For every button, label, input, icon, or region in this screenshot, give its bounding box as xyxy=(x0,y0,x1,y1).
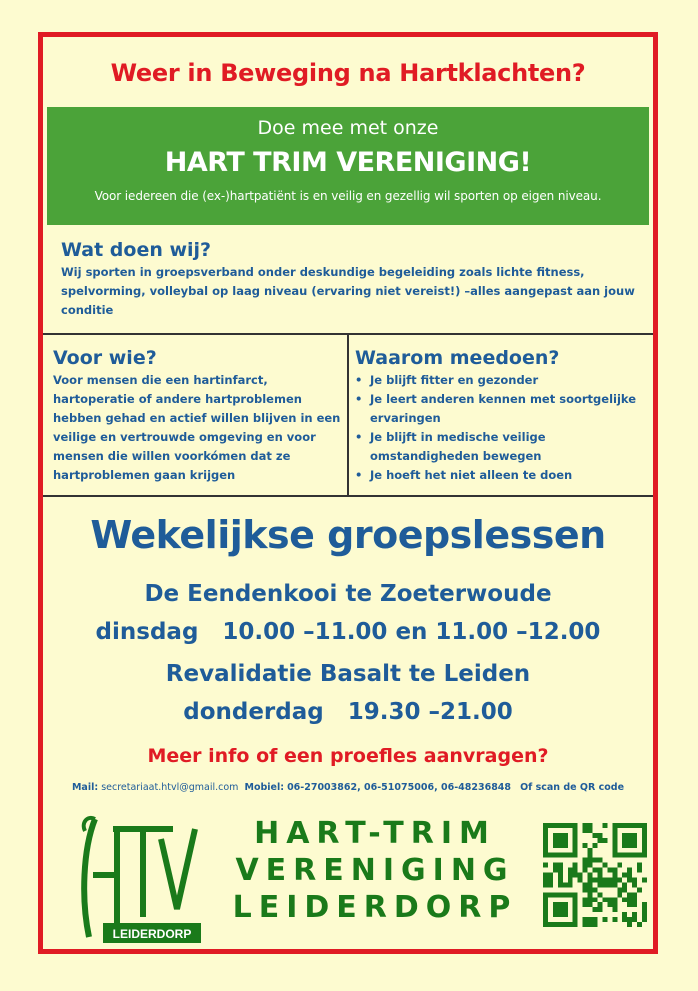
qr-module xyxy=(622,887,627,892)
qr-module xyxy=(568,882,573,887)
qr-module xyxy=(588,892,593,897)
qr-module xyxy=(627,917,632,922)
qr-module xyxy=(627,892,632,897)
qr-module xyxy=(612,902,617,907)
qr-module xyxy=(632,912,637,917)
qr-module xyxy=(622,897,627,902)
qr-module xyxy=(622,882,627,887)
qr-module xyxy=(637,868,642,873)
qr-module xyxy=(588,863,593,868)
qr-module xyxy=(583,882,588,887)
headline: Weer in Beweging na Hartklachten? xyxy=(110,59,586,87)
qr-module xyxy=(617,887,622,892)
qr-module xyxy=(593,887,598,892)
schedule-2: donderdag 19.30 –21.00 xyxy=(183,699,513,725)
qr-module xyxy=(602,917,607,922)
qr-module xyxy=(632,897,637,902)
qr-module xyxy=(553,902,568,917)
qr-module xyxy=(637,863,642,868)
qr-module xyxy=(612,907,617,912)
qr-module xyxy=(568,868,573,873)
qr-module xyxy=(597,873,602,878)
qr-module xyxy=(597,907,602,912)
mail-label: Mail: xyxy=(71,782,99,793)
qr-module xyxy=(583,828,588,833)
location-2: Revalidatie Basalt te Leiden xyxy=(165,661,531,687)
qr-module xyxy=(642,907,647,912)
qr-module xyxy=(612,877,617,882)
qr-hint: Of scan de QR code xyxy=(520,782,625,793)
more-info-heading: Meer info of een proefles aanvragen? xyxy=(147,745,549,767)
qr-module xyxy=(607,897,612,902)
qr-module xyxy=(637,922,642,927)
qr-module xyxy=(632,892,637,897)
club-name-line: VERENIGING xyxy=(235,853,515,888)
qr-module xyxy=(602,838,607,843)
qr-module xyxy=(553,868,558,873)
qr-module xyxy=(632,877,637,882)
qr-module xyxy=(573,873,578,878)
qr-module xyxy=(642,917,647,922)
qr-module xyxy=(617,877,622,882)
qr-module xyxy=(548,873,553,878)
qr-module xyxy=(568,877,573,882)
qr-module xyxy=(588,922,593,927)
green-banner xyxy=(47,107,649,225)
htv-logo xyxy=(65,809,205,949)
qr-module xyxy=(558,882,563,887)
section-title: Waarom meedoen? xyxy=(355,347,560,369)
qr-module xyxy=(588,882,593,887)
list-item: • Je hoeft het niet alleen te doen xyxy=(355,466,655,485)
qr-module xyxy=(563,882,568,887)
qr-module xyxy=(593,897,598,902)
section-waarom-meedoen xyxy=(355,347,655,485)
list-item: • Je leert anderen kennen met soortgelijke ervaringen xyxy=(355,390,655,428)
qr-module xyxy=(593,907,598,912)
qr-module xyxy=(583,922,588,927)
qr-module xyxy=(578,877,583,882)
qr-module xyxy=(627,922,632,927)
qr-module xyxy=(627,897,632,902)
qr-module xyxy=(642,877,647,882)
qr-module xyxy=(583,902,588,907)
qr-module xyxy=(583,863,588,868)
qr-module xyxy=(588,853,593,858)
qr-module xyxy=(588,897,593,902)
qr-module xyxy=(627,873,632,878)
qr-module xyxy=(627,902,632,907)
qr-module xyxy=(588,877,593,882)
qr-module xyxy=(583,887,588,892)
benefits-list xyxy=(355,371,655,485)
qr-module xyxy=(622,873,627,878)
phone-numbers: 06-27003862, 06-51075006, 06-48236848 xyxy=(287,782,512,793)
location-1: De Eendenkooi te Zoeterwoude xyxy=(144,581,552,607)
qr-module xyxy=(543,863,548,868)
qr-module xyxy=(607,868,612,873)
qr-module xyxy=(612,873,617,878)
banner-line-1: Doe mee met onze xyxy=(257,117,439,139)
qr-module xyxy=(558,868,563,873)
qr-module xyxy=(612,868,617,873)
qr-module xyxy=(597,892,602,897)
qr-module xyxy=(602,897,607,902)
divider-vertical xyxy=(347,335,349,497)
section-wat-doen-wij xyxy=(61,239,643,320)
club-name-line: LEIDERDORP xyxy=(232,890,518,925)
qr-module xyxy=(583,823,588,828)
poster-frame xyxy=(38,32,658,954)
qr-module xyxy=(632,902,637,907)
qr-module xyxy=(597,877,602,882)
qr-module xyxy=(597,902,602,907)
section-title: Voor wie? xyxy=(53,347,157,369)
section-text: Voor mensen die een hartinfarct, hartoperatie of andere hartproblemen hebben gehad en actief willen blijven in een veilige en vertrouwde omgeving en voor mensen die willen voorkómen dat ze hartproblemen gaan krijgen xyxy=(53,373,341,482)
qr-module xyxy=(597,868,602,873)
qr-module xyxy=(602,863,607,868)
qr-module xyxy=(593,858,598,863)
qr-module xyxy=(583,843,588,848)
qr-module xyxy=(612,897,617,902)
qr-module xyxy=(558,877,563,882)
contact-line xyxy=(43,782,653,793)
lessons-title: Wekelijkse groepslessen xyxy=(90,513,606,557)
qr-module xyxy=(543,882,548,887)
club-name xyxy=(225,815,525,926)
qr-module xyxy=(588,848,593,853)
qr-module xyxy=(543,873,548,878)
section-voor-wie xyxy=(53,347,343,485)
qr-module xyxy=(617,863,622,868)
qr-module xyxy=(632,882,637,887)
qr-module xyxy=(573,863,578,868)
qr-module xyxy=(627,877,632,882)
qr-module xyxy=(543,877,548,882)
qr-module xyxy=(632,917,637,922)
qr-module xyxy=(593,868,598,873)
qr-module xyxy=(593,833,598,838)
email-link[interactable]: secretariaat.htvl@gmail.com xyxy=(101,782,239,793)
qr-module xyxy=(583,858,588,863)
qr-module xyxy=(642,902,647,907)
qr-module xyxy=(593,843,598,848)
club-name-line: HART-TRIM xyxy=(254,816,496,851)
section-title: Wat doen wij? xyxy=(61,239,212,261)
qr-module xyxy=(548,877,553,882)
qr-module xyxy=(617,892,622,897)
list-item: • Je blijft fitter en gezonder xyxy=(355,371,655,390)
qr-module xyxy=(593,922,598,927)
qr-module xyxy=(622,917,627,922)
qr-module xyxy=(568,873,573,878)
section-text: Wij sporten in groepsverband onder deskundige begeleiding zoals lichte fitness, spelvorming, volleybal op laag niveau (ervaring niet vereist!) –alles aangepast aan jouw conditie xyxy=(61,265,635,317)
logo-tag: LEIDERDORP xyxy=(112,927,192,941)
qr-module xyxy=(558,873,563,878)
qr-module xyxy=(637,887,642,892)
qr-module xyxy=(553,863,558,868)
qr-module xyxy=(602,882,607,887)
qr-code[interactable] xyxy=(543,823,647,927)
qr-module xyxy=(583,868,588,873)
qr-module xyxy=(627,868,632,873)
qr-module xyxy=(583,917,588,922)
qr-module xyxy=(622,833,637,848)
qr-module xyxy=(607,882,612,887)
schedule-1: dinsdag 10.00 –11.00 en 11.00 –12.00 xyxy=(95,619,601,645)
qr-module xyxy=(597,858,602,863)
qr-module xyxy=(588,828,593,833)
qr-module xyxy=(622,912,627,917)
qr-module xyxy=(612,917,617,922)
qr-module xyxy=(607,902,612,907)
qr-module xyxy=(612,882,617,887)
qr-module xyxy=(553,833,568,848)
qr-module xyxy=(607,877,612,882)
banner-title: HART TRIM VERENIGING! xyxy=(164,147,532,178)
qr-module xyxy=(588,873,593,878)
qr-module xyxy=(573,868,578,873)
qr-module xyxy=(602,877,607,882)
qr-module xyxy=(597,838,602,843)
qr-module xyxy=(558,863,563,868)
qr-module xyxy=(593,917,598,922)
qr-module xyxy=(588,887,593,892)
qr-module xyxy=(593,877,598,882)
qr-module xyxy=(588,823,593,828)
qr-module xyxy=(548,882,553,887)
phone-label: Mobiel: xyxy=(244,782,285,793)
qr-module xyxy=(602,823,607,828)
qr-module xyxy=(597,882,602,887)
qr-module xyxy=(583,897,588,902)
qr-module xyxy=(588,858,593,863)
qr-module xyxy=(597,833,602,838)
divider xyxy=(43,495,653,497)
banner-subtitle: Voor iedereen die (ex-)hartpatiënt is en veilig en gezellig wil sporten op eigen niveau. xyxy=(94,189,602,203)
qr-module xyxy=(588,902,593,907)
qr-module xyxy=(578,873,583,878)
qr-module xyxy=(588,917,593,922)
qr-module xyxy=(642,912,647,917)
list-item: • Je blijft in medische veilige omstandigheden bewegen xyxy=(355,428,655,466)
